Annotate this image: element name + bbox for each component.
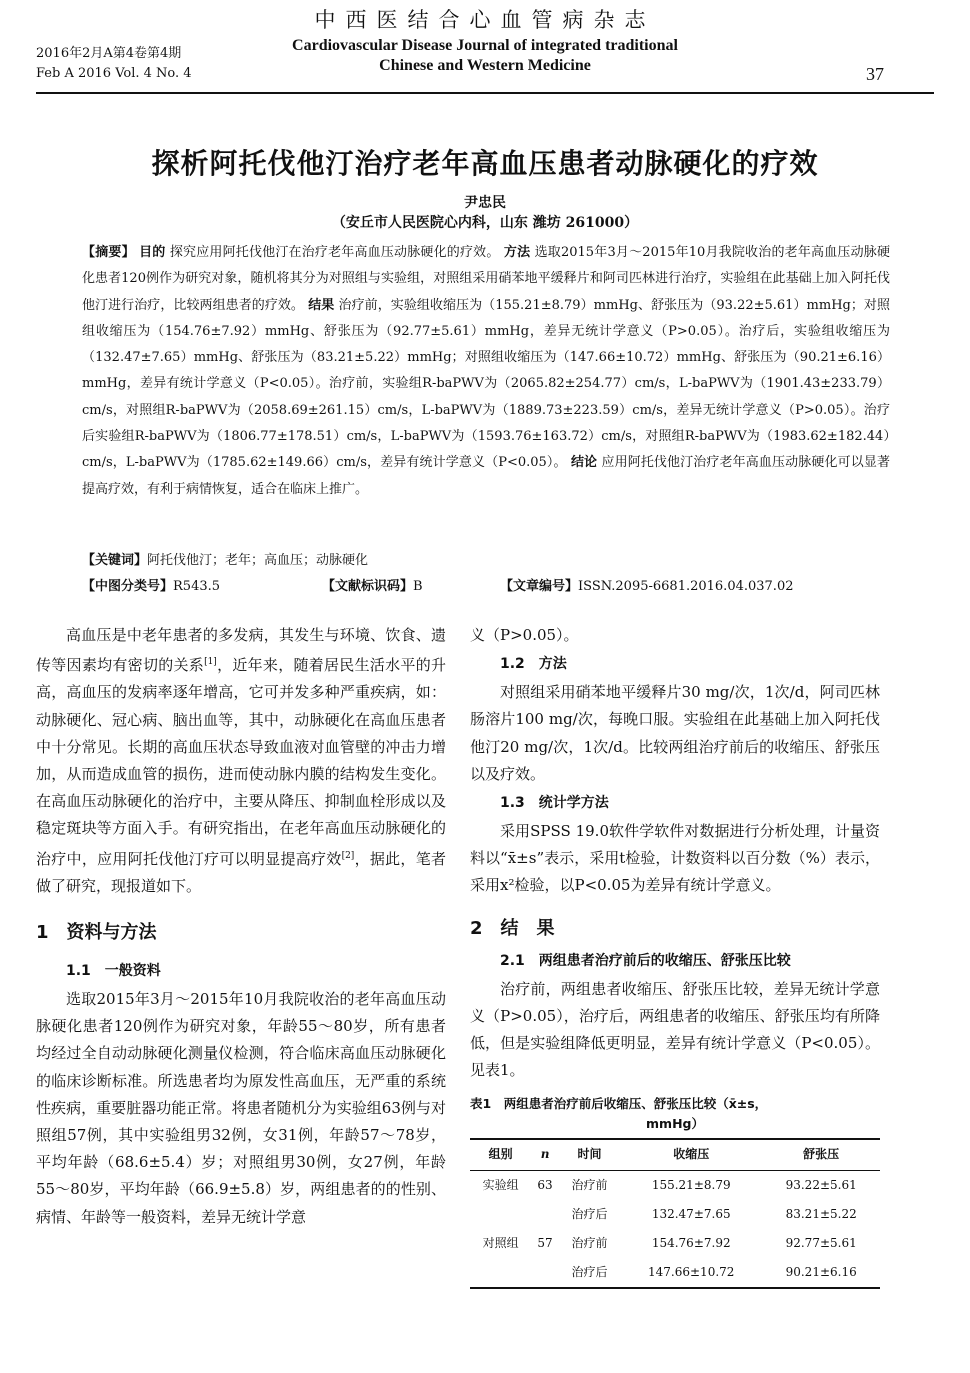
ref-2: [2] xyxy=(341,850,355,861)
article-no: ISSN.2095-6681.2016.04.037.02 xyxy=(578,579,794,594)
purpose-text: 探究应用阿托伐他汀在治疗老年高血压动脉硬化的疗效。 xyxy=(169,245,500,260)
section-1-heading: 1 资料与方法 xyxy=(36,922,157,944)
table-cell: 132.47±7.65 xyxy=(651,1206,731,1221)
table-cell: 对照组 xyxy=(482,1236,519,1251)
table-1-caption-line2: mmHg） xyxy=(646,1116,704,1132)
section-2-1-heading: 2.1 两组患者治疗前后的收缩压、舒张压比较 xyxy=(500,952,791,969)
section-1-1-heading: 1.1 一般资料 xyxy=(66,963,161,980)
table-header-cell: n xyxy=(531,1139,559,1170)
table-row xyxy=(470,1170,880,1200)
conclusion-text: 应用阿托伐他汀治疗老年高血压动脉硬化可以显著提高疗效，有利于病情恢复，适合在临床上推广。 xyxy=(82,455,890,497)
table-cell xyxy=(470,1200,531,1229)
table-cell: 63 xyxy=(537,1177,553,1192)
issue-info xyxy=(36,44,192,84)
keywords-text: 阿托伐他汀；老年；高血压；动脉硬化 xyxy=(147,553,369,568)
ref-1: [1] xyxy=(204,657,217,668)
section-1-2-text: 对照组采用硝苯地平缓释片30 mg/次，1次/d，阿司匹林肠溶片100 mg/次，每晚口服。实验组在此基础上加入阿托伐他汀20 mg/次，1次/d。比较两组治疗前后的收缩压、舒张压以及疗效。 xyxy=(470,683,880,783)
clc-label: 【中图分类号】 xyxy=(82,579,174,594)
intro-text-3: ，据此，笔者做了研究，现报道如下。 xyxy=(36,849,446,895)
table-1-caption-line1: 表1 两组患者治疗前后收缩压、舒张压比较（x̄±s， xyxy=(470,1096,768,1112)
article-no-label: 【文章编号】 xyxy=(500,579,579,594)
table-row xyxy=(470,1258,880,1288)
section-1-1-text: 选取2015年3月～2015年10月我院收治的老年高血压动脉硬化患者120例作为研究对象，年龄55～80岁，所有患者均经过全自动动脉硬化测量仪检测，符合临床高血压动脉硬化的临床诊断标准。所选患者均为原发性高血压，无严重的系统性疾病，重要脏器功能正常。将患者随机分为实验组63例与对照组57例，其中实验组男32例，女31例，年龄57～78岁，平均年龄（68.6±5.4）岁；对照组男30例，女27例，年龄55～80岁，平均年龄（66.9±5.8）岁，两组患者的的性别、病情、年龄等一般资料，差异无统计学意 xyxy=(36,990,446,1226)
table-row xyxy=(470,1200,880,1229)
doc-code: B xyxy=(413,579,423,594)
issue-en: Feb A 2016 Vol. 4 No. 4 xyxy=(36,66,192,81)
table-cell: 92.77±5.61 xyxy=(785,1236,857,1251)
table-row xyxy=(470,1229,880,1258)
header-rule xyxy=(36,92,934,94)
table-cell: 93.22±5.61 xyxy=(785,1177,857,1192)
intro-text-1: 高血压是中老年患者的多发病，其发生与环境、饮食、遗传等因素均有密切的关系 xyxy=(36,626,446,675)
table-header-cell: 时间 xyxy=(559,1139,620,1170)
continued-text: 义（P>0.05）。 xyxy=(470,626,579,644)
table-cell: 治疗前 xyxy=(571,1236,608,1251)
issue-cn: 2016年2月A第4卷第4期 xyxy=(36,46,182,61)
body-right-column xyxy=(470,622,880,1289)
table-cell: 155.21±8.79 xyxy=(651,1177,731,1192)
result-text: 治疗前，实验组收缩压为（155.21±8.79）mmHg、舒张压为（93.22±5.61）mmHg；对照组收缩压为（154.76±7.92）mmHg、舒张压为（92.77±5.61）mmHg，差异无统计学意义（P>0.05）。治疗后，实验组收缩压为（132.47±7.65）mmHg、舒张压为（83.21±5.22）mmHg；对照组收缩压为（147.66±10.72）mmHg、舒张压为（90.21±6.16）mmHg，差异有统计学意义（P<0.05）。治疗前，实验组R-baPWV为（2065.82±254.77）cm/s，L-baPWV为（1901.43±233.79）cm/s，对照组R-baPWV为（2058.69±261.15）cm/s，L-baPWV为（1889.73±223.59）cm/s，差异无统计学意义（P>0.05）。治疗后实验组R-baPWV为（1806.77±178.51）cm/s，L-baPWV为（1593.76±163.72）cm/s，对照组R-baPWV为（1983.62±182.44）cm/s，L-baPWV为（1785.62±149.66）cm/s，差异有统计学意义（P<0.05）。 xyxy=(82,297,890,471)
abstract-label: 【摘要】 xyxy=(82,245,135,260)
article-author: 尹忠民 xyxy=(464,195,506,211)
clc-code: R543.5 xyxy=(173,579,221,594)
abstract xyxy=(82,240,890,503)
section-2-heading: 2 结 果 xyxy=(470,917,555,939)
table-cell: 90.21±6.16 xyxy=(762,1258,880,1288)
table-cell: 治疗前 xyxy=(571,1177,608,1192)
purpose-label: 目的 xyxy=(139,245,166,260)
section-1-3-heading: 1.3 统计学方法 xyxy=(500,795,609,812)
result-label: 结果 xyxy=(308,297,335,313)
journal-title-en-line2: Chinese and Western Medicine xyxy=(379,57,591,74)
table-cell: 实验组 xyxy=(482,1177,519,1192)
table-cell xyxy=(470,1258,531,1288)
article-title: 探析阿托伐他汀治疗老年高血压患者动脉硬化的疗效 xyxy=(151,147,819,180)
method-text: 选取2015年3月～2015年10月我院收治的老年高血压动脉硬化患者120例作为研究对象，随机将其分为对照组与实验组，对照组采用硝苯地平缓释片和阿司匹林进行治疗，实验组在此基础上加入阿托伐他汀进行治疗，比较两组患者的疗效。 xyxy=(82,245,890,313)
section-2-1-text: 治疗前，两组患者收缩压、舒张压比较，差异无统计学意义（P>0.05），治疗后，两组患者的收缩压、舒张压均有所降低，但是实验组降低更明显，差异有统计学意义（P<0.05）。见表1。 xyxy=(470,979,880,1080)
table-cell xyxy=(531,1258,559,1288)
keywords-label: 【关键词】 xyxy=(82,553,148,568)
table-cell: 154.76±7.92 xyxy=(651,1236,731,1251)
table-1 xyxy=(470,1138,880,1289)
table-cell: 治疗后 xyxy=(571,1206,608,1221)
conclusion-label: 结论 xyxy=(570,455,598,471)
table-cell: 57 xyxy=(537,1236,553,1251)
journal-title-cn: 中西医结合心血管病杂志 xyxy=(314,8,656,32)
table-1-caption xyxy=(470,1094,880,1134)
intro-text-2: ，近年来，随着居民生活水平的升高，高血压的发病率逐年增高，它可并发多种严重疾病，如：动脉硬化、冠心病、脑出血等，其中，动脉硬化在高血压患者中十分常见。长期的高血压状态导致血液对血管壁的冲击力增加，从而造成血管的损伤，进而使动脉内膜的结构发生变化。在高血压动脉硬化的治疗中，主要从降压、抑制血栓形成以及稳定斑块等方面入手。有研究指出，在老年高血压动脉硬化的治疗中，应用阿托伐他汀疗可以明显提高疗效 xyxy=(36,656,446,868)
keywords xyxy=(82,548,890,574)
table-cell: 83.21±5.22 xyxy=(785,1206,857,1221)
doc-label: 【文献标识码】 xyxy=(322,579,414,594)
table-header-cell: 舒张压 xyxy=(762,1139,880,1170)
table-header-row xyxy=(470,1139,880,1170)
method-label: 方法 xyxy=(503,245,531,260)
section-1-3-text: 采用SPSS 19.0软件学软件对数据进行分析处理，计量资料以“x̄±s”表示，采用t检验，计数资料以百分数（%）表示，采用x²检验，以P<0.05为差异有统计学意义。 xyxy=(470,822,880,895)
journal-masthead xyxy=(260,4,710,76)
table-cell xyxy=(531,1200,559,1229)
body-left-column xyxy=(36,622,446,1231)
section-1-2-heading: 1.2 方法 xyxy=(500,656,567,673)
table-cell: 治疗后 xyxy=(559,1258,620,1288)
page-number: 37 xyxy=(866,64,884,84)
table-header-cell: 收缩压 xyxy=(620,1139,762,1170)
table-cell: 147.66±10.72 xyxy=(620,1258,762,1288)
intro-paragraph xyxy=(36,622,446,900)
article-affiliation: （安丘市人民医院心内科，山东 潍坊 261000） xyxy=(331,215,639,231)
journal-title-en-line1: Cardiovascular Disease Journal of integrated traditional xyxy=(292,37,678,54)
table-header-cell: 组别 xyxy=(470,1139,531,1170)
